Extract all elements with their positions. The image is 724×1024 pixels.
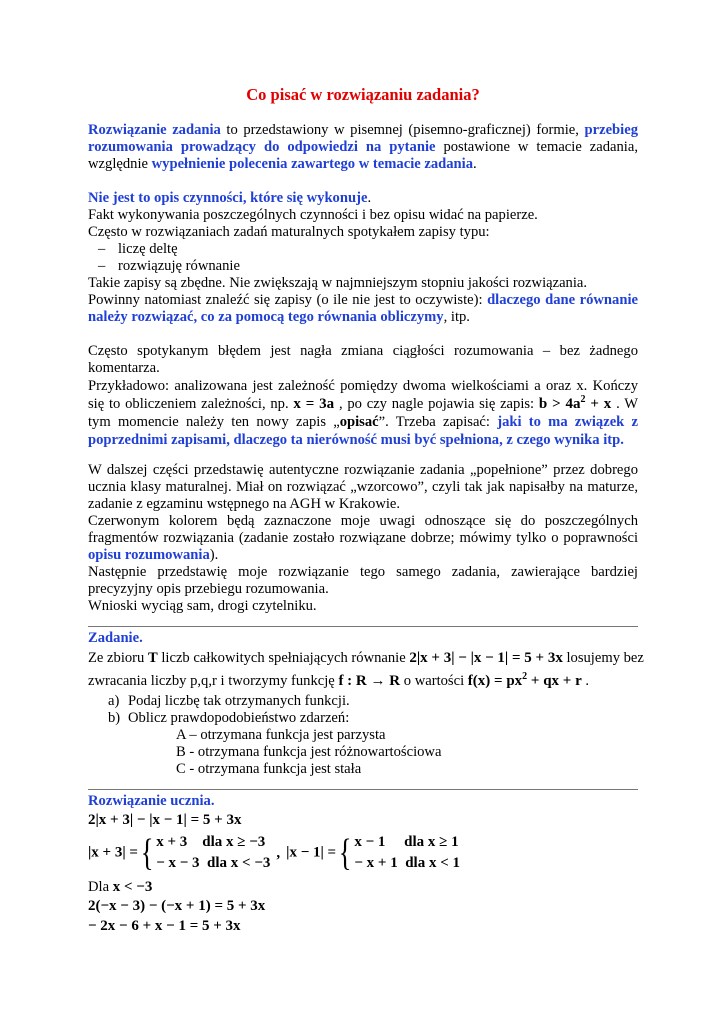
section2-line1: Fakt wykonywania poszczególnych czynności i bez opisu widać na papierze. (88, 207, 538, 223)
solution-eq2: 2(−x − 3) − (−x + 1) = 5 + 3x (88, 898, 266, 914)
section4-p2-blue: opisu rozumowania (88, 547, 210, 563)
abs1-case1: x + 3 dla x ≥ −3 (156, 834, 266, 850)
abs1-case2: − x − 3 dla x < −3 (156, 855, 271, 871)
section3-p2-text-c: . W tym momencie należy ten nowy zapis „ (88, 396, 639, 430)
section2-line3: Takie zapisy są zbędne. Nie zwiększają w najmniejszym stopniu jakości rozwiązania. (88, 275, 588, 291)
intro-text-3: . (473, 156, 477, 172)
section4-p3: Następnie przedstawię moje rozwiązanie tego samego zadania, zawierające bardziej precyzyjny opis przebiegu rozumowania. (88, 564, 638, 597)
solution-eq3: − 2x − 6 + x − 1 = 5 + 3x (88, 918, 241, 934)
math-inequality-b: + x (585, 396, 612, 412)
left-brace-icon: { (338, 832, 352, 874)
section2-heading: Nie jest to opis czynności, które się wykonuje (88, 190, 368, 206)
section-discontinuity (88, 343, 638, 449)
abs1-lhs: |x + 3| = (88, 844, 138, 861)
function-mapping: f : R → R (338, 673, 401, 689)
math-x-eq-3a: x = 3a (293, 396, 335, 412)
section2-heading-end: . (367, 190, 372, 206)
task-question-b (108, 710, 638, 727)
function-formula-exponent: 2 (522, 671, 528, 682)
section4-p2-text: Czerwonym kolorem będą zaznaczone moje uwagi odnoszące się do poszczególnych fragmentów rozwiązania (zadanie zostało rozwiązane dobrze; mówimy tylko o poprawności (88, 513, 638, 546)
event-item: C - otrzymana funkcja jest stała (176, 761, 362, 777)
opisac-word: opisać (339, 414, 379, 430)
set-T: T (147, 650, 158, 666)
abs2-case1: x − 1 dla x ≥ 1 (354, 834, 459, 850)
task-line1-text-b: liczb całkowitych spełniających równanie (157, 650, 410, 666)
section-preview (88, 462, 638, 615)
task-line1 (88, 647, 644, 669)
piecewise-definitions (88, 832, 638, 878)
question-text: Oblicz prawdopodobieństwo zdarzeń: (128, 710, 350, 726)
list-item-text: liczę deltę (118, 241, 178, 257)
divider (88, 626, 638, 627)
task-section (88, 630, 644, 778)
page-title: Co pisać w rozwiązaniu zadania? (246, 85, 480, 104)
section2-line4-bold: dlaczego dane równanie należy rozwiązać, co za pomocą tego równania obliczymy (88, 292, 638, 325)
section3-p2-text-a: Przykładowo: analizowana jest zależność pomiędzy dwoma wielkościami a oraz x. Kończy się to obliczeniem zależności, np. (88, 378, 638, 412)
abs2-case2: − x + 1 dla x < 1 (354, 855, 461, 871)
case-condition (88, 878, 638, 896)
left-brace-icon: { (140, 832, 154, 874)
student-solution (88, 793, 638, 936)
intro-text-1: to przedstawiony w pisemnej (pisemno-graficznej) formie, (220, 122, 585, 138)
list-item (88, 241, 638, 258)
event-item: A – otrzymana funkcja jest parzysta (176, 727, 386, 743)
section2-line4-end: , itp. (443, 309, 470, 325)
intro-paragraph (88, 122, 638, 173)
task-line1-text-a: Ze zbioru (88, 650, 148, 666)
math-inequality-exponent: 2 (580, 394, 586, 405)
abs2-cases (354, 832, 460, 874)
list-item (88, 258, 638, 275)
intro-bold-1: Rozwiązanie zadania (88, 122, 221, 138)
abs2-lhs: |x − 1| = (286, 844, 337, 861)
intro-text-2: postawione w temacie zadania, względnie (88, 139, 638, 172)
task-equation: 2|x + 3| − |x − 1| = 5 + 3x (409, 650, 563, 666)
math-inequality (539, 396, 611, 412)
task-question-a (108, 693, 638, 710)
task-heading: Zadanie. (88, 630, 143, 646)
section4-p2-end: ). (209, 547, 219, 563)
divider (88, 789, 638, 790)
function-formula-b: + qx + r (527, 673, 582, 689)
task-line2-text-a: zwracania liczby p,q,r i tworzymy funkcję (88, 673, 339, 689)
task-line2-text-c: . (581, 673, 590, 689)
task-line1-text-c: losujemy bez (562, 650, 644, 666)
intro-bold-2: przebieg rozumowania prowadzący do odpowiedzi na pytanie (88, 122, 638, 155)
section2-line4 (88, 292, 638, 326)
section4-p4: Wnioski wyciąg sam, drogi czytelniku. (88, 598, 317, 614)
section4-p1: W dalszej części przedstawię autentyczne rozwiązanie zadania „popełnione” przez dobrego ucznia klasy maturalnej. Miał on rozwiązać „wzorcowo”, czyli tak jak napisałby na maturze, zadanie z egzaminu wstępnego na AGH w Krakowie. (88, 462, 638, 512)
question-marker: b) (108, 710, 121, 726)
math-inequality-a: b > 4a (538, 396, 581, 412)
solution-heading: Rozwiązanie ucznia. (88, 793, 215, 809)
question-text: Podaj liczbę tak otrzymanych funkcji. (128, 693, 350, 709)
question-marker: a) (108, 693, 120, 709)
function-formula-a: f(x) = px (467, 673, 523, 689)
dash-marker: – (98, 241, 106, 257)
dash-marker: – (98, 258, 106, 274)
solution-eq1: 2|x + 3| − |x − 1| = 5 + 3x (88, 812, 242, 828)
task-line2-text-b: o wartości (400, 673, 468, 689)
section3-p1: Często spotykanym błędem jest nagła zmiana ciągłości rozumowania – bez żadnego komentarza. (88, 343, 638, 376)
section3-p2-blue: jaki to ma związek z poprzednimi zapisami, dlaczego ta nierówność musi być spełniona, z czego wynika itp. (88, 414, 639, 448)
abs1-cases (156, 832, 270, 874)
section2-line2: Często w rozwiązaniach zadań maturalnych spotykałem zapisy typu: (88, 224, 490, 240)
function-formula (468, 673, 582, 689)
section3-p2-text-d: ”. Trzeba zapisać: (378, 414, 498, 430)
list-item-text: rozwiązuję równanie (118, 258, 240, 274)
dla-label: Dla (88, 879, 113, 895)
intro-bold-3: wypełnienie polecenia zawartego w temacie zadania (151, 156, 474, 172)
section-not-description (88, 190, 638, 326)
section4-p2 (88, 513, 638, 564)
section3-p2 (88, 377, 638, 449)
event-item: B - otrzymana funkcja jest różnowartościowa (176, 744, 442, 760)
section3-p2-text-b: , po czy nagle pojawia się zapis: (334, 396, 539, 412)
task-line2 (88, 669, 638, 693)
section2-line4-text: Powinny natomiast znaleźć się zapisy (o ile nie jest to oczywiste): (88, 292, 488, 308)
comma: , (276, 844, 281, 861)
condition-math: x < −3 (112, 879, 153, 895)
